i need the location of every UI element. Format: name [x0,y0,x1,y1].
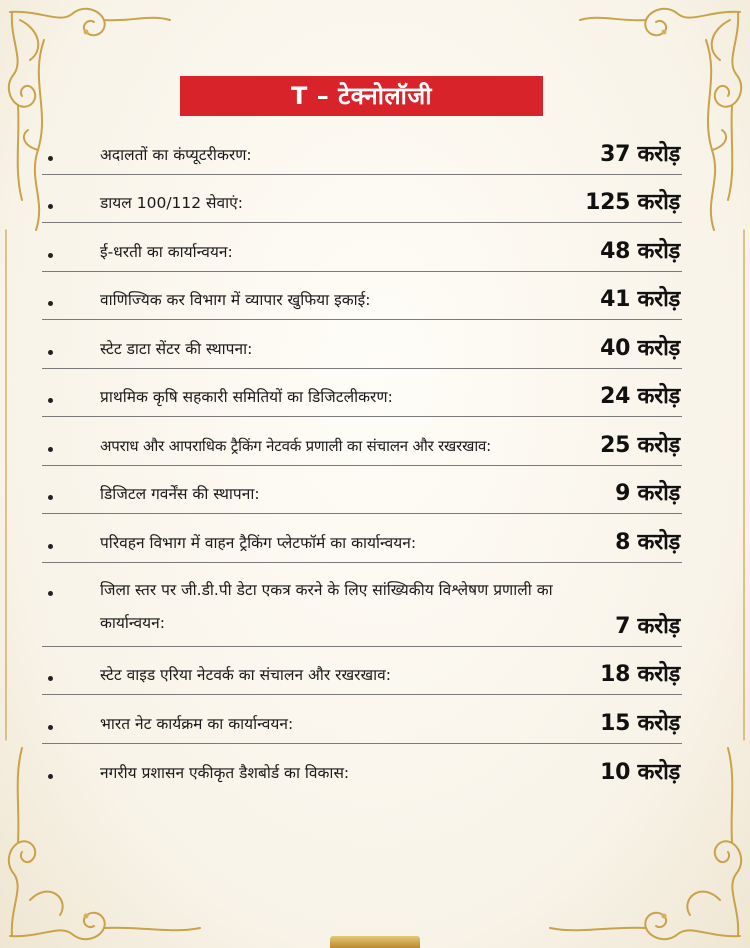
item-amount: 37 करोड़ [600,141,680,167]
list-item [42,466,682,515]
item-label: नगरीय प्रशासन एकीकृत डैशबोर्ड का विकास: [100,764,350,782]
item-label: अपराध और आपराधिक ट्रैकिंग नेटवर्क प्रणाली का संचालन और रखरखाव: [100,436,492,455]
bullet-icon [48,725,53,730]
item-label: डायल 100/112 सेवाएं: [100,194,243,212]
item-amount: 15 करोड़ [600,710,680,736]
bullet-icon [48,398,53,403]
bullet-icon [48,544,53,549]
list-item [42,514,682,563]
item-label: जिला स्तर पर जी.डी.पी डेटा एकत्र करने के लिए सांख्यिकीय विश्लेषण प्रणाली का कार्यान्वयन: [100,580,553,632]
list-item [42,744,682,793]
section-title: T – टेक्नोलॉजी [180,76,543,116]
list-item [42,417,682,466]
item-amount: 48 करोड़ [600,238,680,264]
item-amount: 8 करोड़ [615,529,680,555]
item-label: भारत नेट कार्यक्रम का कार्यान्वयन: [100,714,294,733]
item-amount: 7 करोड़ [615,613,680,639]
item-amount: 9 करोड़ [615,481,680,506]
item-label: अदालतों का कंप्यूटरीकरण: [100,145,252,164]
item-label: डिजिटल गवर्नेंस की स्थापना: [100,485,260,503]
bullet-icon [48,447,53,452]
item-amount: 40 करोड़ [600,335,680,361]
list-item [42,175,682,224]
list-item [42,563,682,647]
list-item [42,272,682,321]
bullet-icon [48,591,53,596]
item-amount: 18 करोड़ [600,662,680,687]
list-item [42,647,682,696]
bullet-icon [48,204,53,209]
bullet-icon [48,301,53,306]
item-label: परिवहन विभाग में वाहन ट्रैकिंग प्लेटफॉर्म का कार्यान्वयन: [100,533,417,552]
bottom-gold-bar [330,936,420,948]
budget-list [42,126,682,792]
item-amount: 24 करोड़ [600,384,680,409]
list-item [42,369,682,418]
item-amount: 125 करोड़ [585,190,680,215]
bullet-icon [48,676,53,681]
item-label: ई-धरती का कार्यान्वयन: [100,242,233,261]
bullet-icon [48,156,53,161]
list-item [42,126,682,175]
bullet-icon [48,495,53,500]
item-amount: 10 करोड़ [600,760,680,785]
bullet-icon [48,774,53,779]
item-label: स्टेट डाटा सेंटर की स्थापना: [100,339,253,358]
list-item [42,695,682,744]
list-item [42,223,682,272]
list-item [42,320,682,369]
item-label: प्राथमिक कृषि सहकारी समितियों का डिजिटलीकरण: [100,388,393,406]
item-amount: 41 करोड़ [600,287,680,312]
item-label: स्टेट वाइड एरिया नेटवर्क का संचालन और रखरखाव: [100,666,391,684]
bullet-icon [48,350,53,355]
item-amount: 25 करोड़ [600,432,680,458]
item-label: वाणिज्यिक कर विभाग में व्यापार खुफिया इकाई: [100,291,371,309]
bullet-icon [48,253,53,258]
